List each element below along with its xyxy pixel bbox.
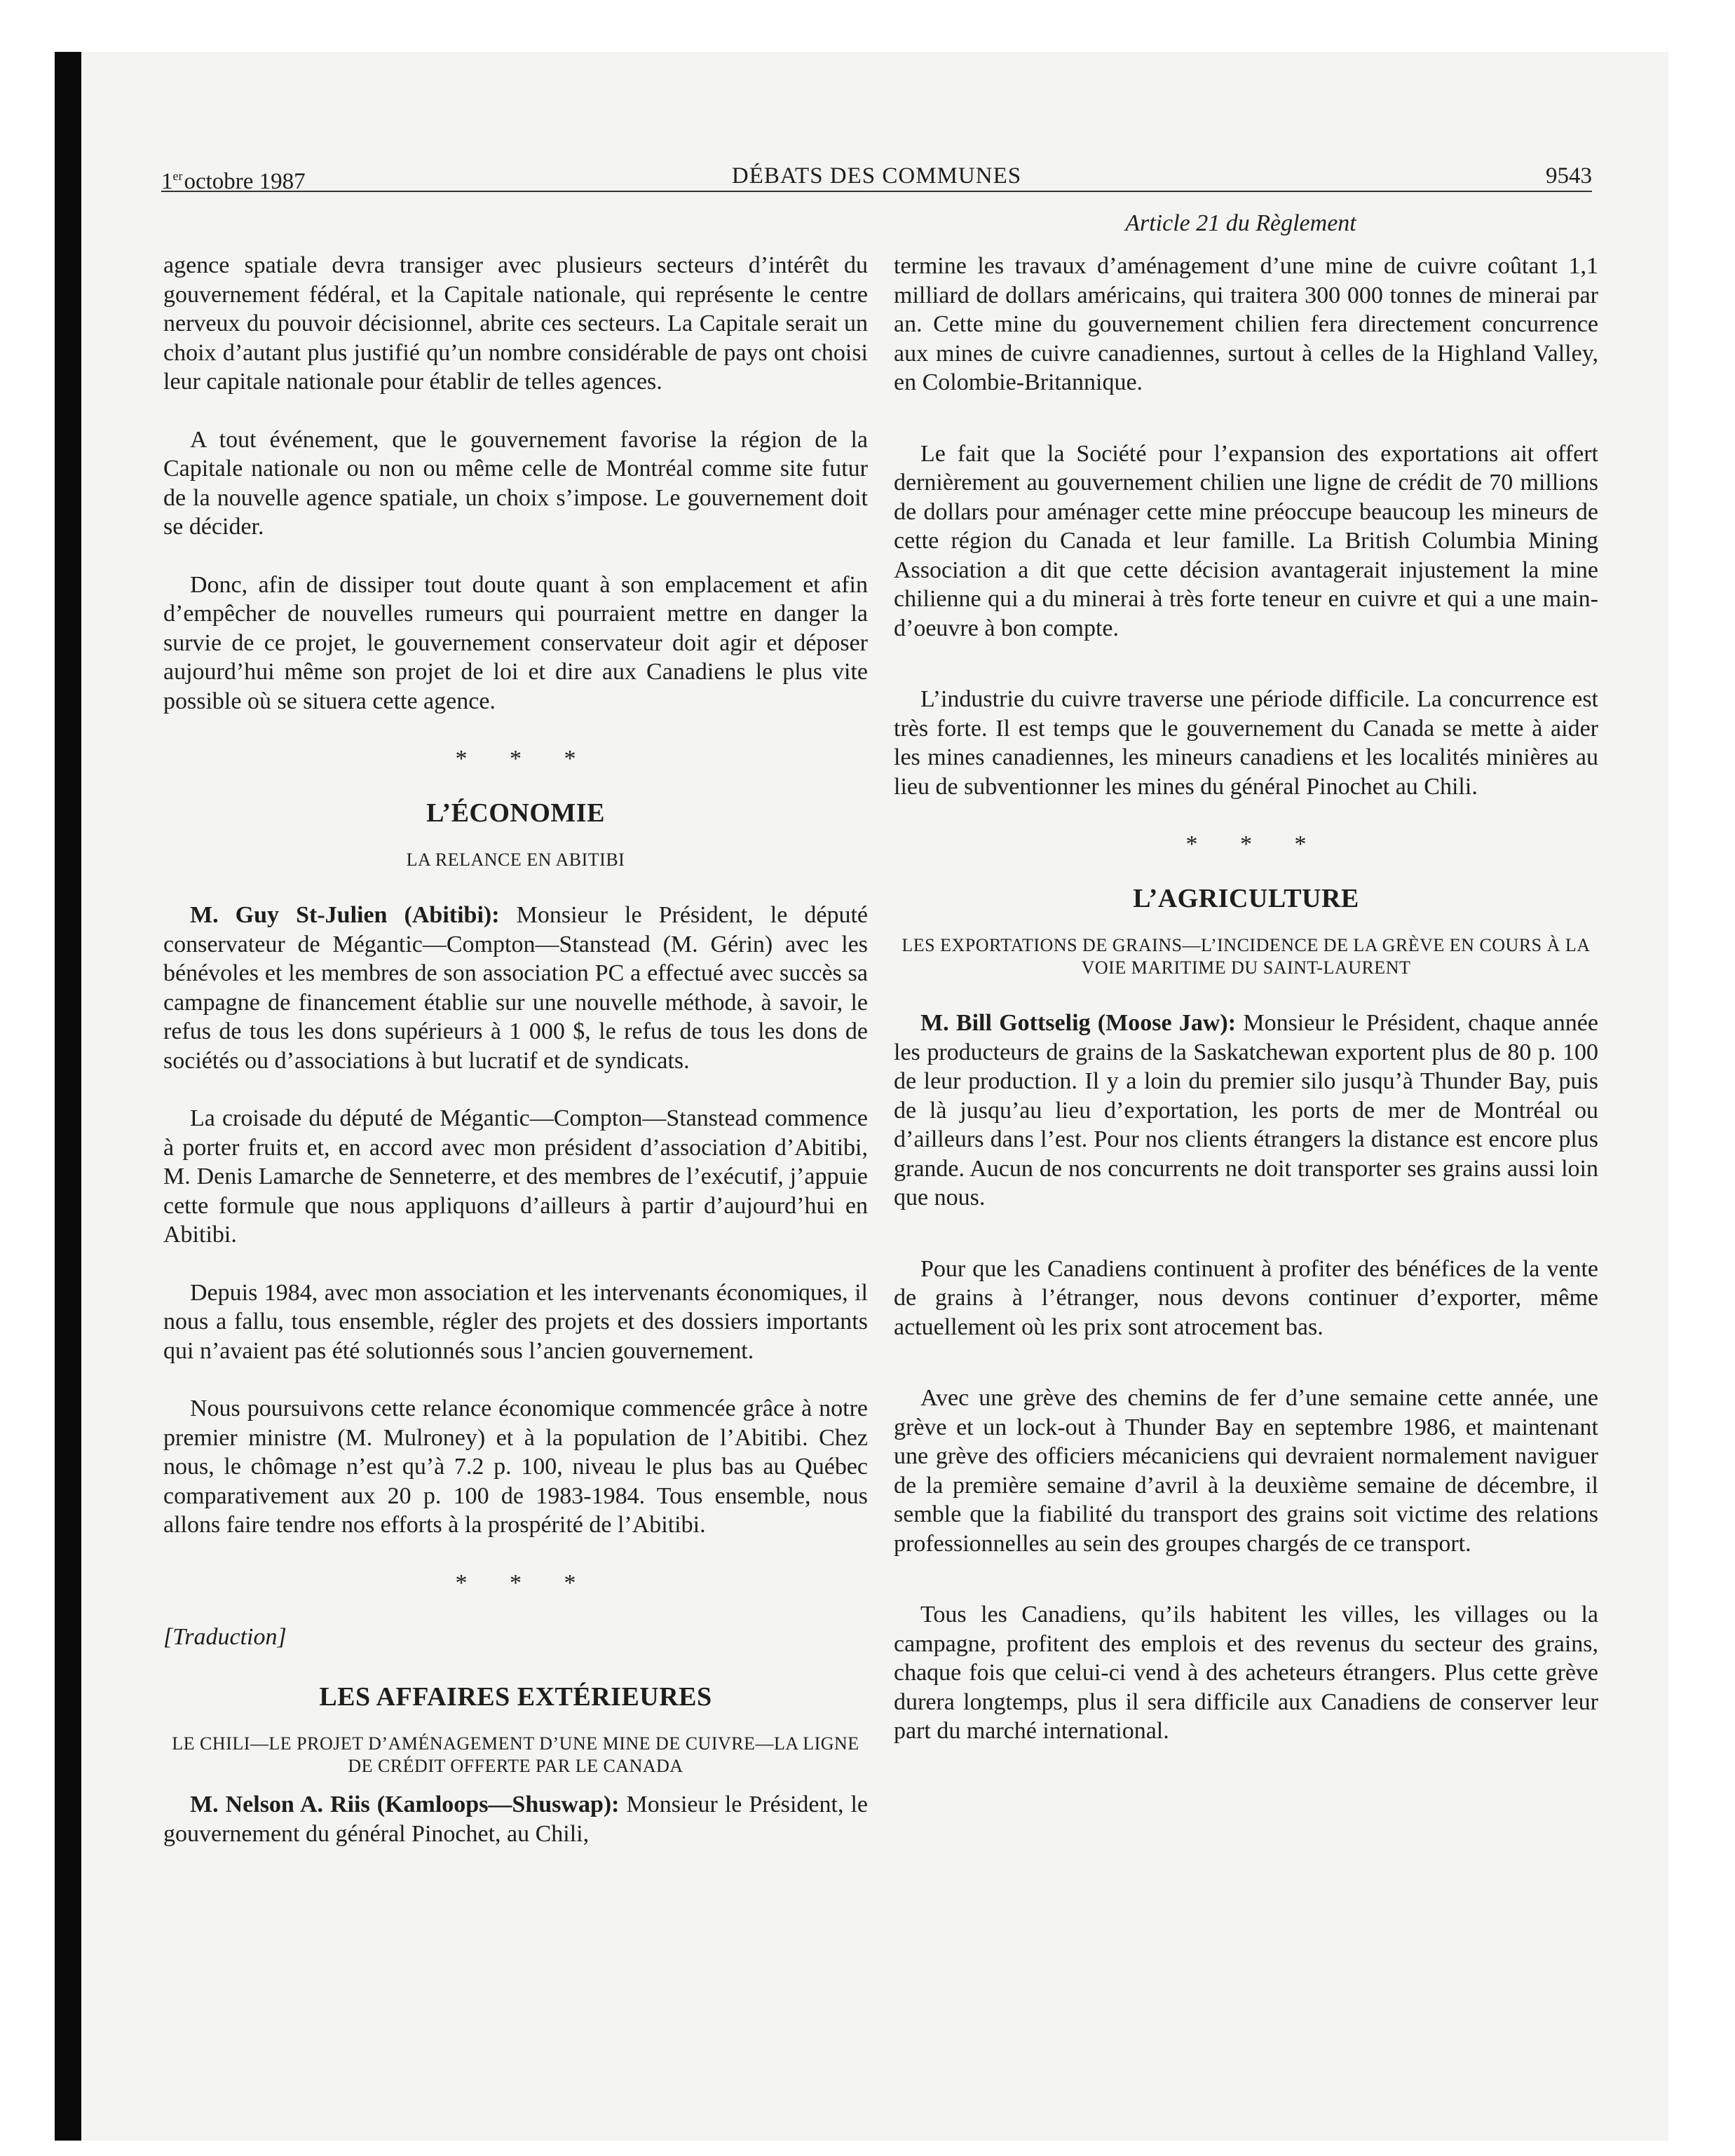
paragraph: agence spatiale devra transiger avec plusieurs secteurs d’intérêt du gouvernement fédéral, et la Capitale nationale, qui représente le centre nerveux du pouvoir décisionnel, abrite ces secteurs. La Capitale serait un choix d’autant plus justifié qu’un nombre considérable de pays ont choisi leur capitale nationale pour établir de telles agences.: [163, 252, 868, 395]
left-column: [163, 251, 868, 1877]
paragraph: La croisade du député de Mégantic—Compton—Stanstead commence à porter fruits et, en accord avec mon président d’association d’Abitibi, M. Denis Lamarche de Senneterre, et des membres de l’exécutif, j’appuie cette formule que nous appliquons d’ailleurs à partir d’aujourd’hui en Abitibi.: [163, 1105, 868, 1248]
paragraph: Pour que les Canadiens continuent à profiter des bénéfices de la vente de grains à l’étranger, nous devons continuer d’exporter, même actuellement où les prix sont atrocement bas.: [894, 1255, 1598, 1340]
section-subtitle: LA RELANCE EN ABITIBI: [406, 850, 625, 870]
paragraph: M. Bill Gottselig (Moose Jaw): Monsieur le Président, chaque année les producteurs de grains de la Saskatchewan exportent plus de 80 p. 100 de leur production. Il y a loin du premier silo jusqu’à Thunder Bay, puis de là jusqu’au lieu d’exportation, les ports de mer de Montréal ou d’ailleurs dans l’est. Pour nos clients étrangers la distance est encore plus grande. Aucun de nos concurrents ne doit transporter ses grains aussi loin que nous.: [894, 1010, 1598, 1210]
right-column: [894, 252, 1598, 1775]
section-separator: * * *: [455, 1569, 594, 1596]
header-rule: [161, 191, 1592, 192]
paragraph: Avec une grève des chemins de fer d’une semaine cette année, une grève et un lock-out à Thunder Bay en septembre 1986, et maintenant une grève des officiers mécaniciens qui devraient normalement naviguer de la première semaine d’avril à la deuxième semaine de décembre, il semble que la fiabilité du transport des grains soit victime des relations professionnelles au sein des groupes chargés de ce transport.: [894, 1385, 1598, 1557]
paragraph: Le fait que la Société pour l’expansion des exportations ait offert dernièrement au gouvernement chilien une ligne de crédit de 70 millions de dollars pour aménager cette mine préoccupe beaucoup les mineurs de cette région du Canada et leur famille. La British Columbia Mining Association a dit que cette décision avantagerait injustement la mine chilienne qui a du minerai à très forte teneur en cuivre et qui a une main-d’oeuvre à bon compte.: [894, 440, 1598, 641]
paragraph: M. Guy St-Julien (Abitibi): Monsieur le Président, le député conservateur de Mégantic—Compton—Stanstead (M. Gérin) avec les bénévoles et les membres de son association PC a effectué avec succès sa campagne de financement établie sur une nouvelle méthode, à savoir, le refus de tous les dons supérieurs à 1 000 $, le refus de tous les dons de sociétés ou d’associations à but lucratif et de syndicats.: [163, 902, 868, 1074]
page-number: 9543: [1546, 163, 1592, 189]
translation-note: [Traduction]: [163, 1624, 287, 1650]
section-subtitle: LE CHILI—LE PROJET D’AMÉNAGEMENT D’UNE MINE DE CUIVRE—LA LIGNE DE CRÉDIT OFFERTE PAR LE CANADA: [172, 1733, 859, 1776]
speaker-name: M. Bill Gottselig (Moose Jaw):: [920, 1010, 1237, 1036]
paragraph: Donc, afin de dissiper tout doute quant à son emplacement et afin d’empêcher de nouvelles rumeurs qui pourraient mettre en danger la survie de ce projet, le gouvernement conservateur doit agir et déposer aujourd’hui même son projet de loi et dire aux Canadiens le plus vite possible où se situera cette agence.: [163, 571, 868, 714]
header-date: 1eroctobre 1987: [161, 169, 306, 194]
section-title: L’ÉCONOMIE: [426, 798, 605, 828]
paragraph: L’industrie du cuivre traverse une période difficile. La concurrence est très forte. Il est temps que le gouvernement du Canada se mette à aider les mines canadiennes, les mineurs canadiens et les localités minières au lieu de subventionner les mines du général Pinochet au Chili.: [894, 686, 1598, 800]
paragraph: Depuis 1984, avec mon association et les intervenants économiques, il nous a fallu, tous ensemble, régler des projets et des dossiers importants qui n’avaient pas été solutionnés sous l’ancien gouvernement.: [163, 1279, 868, 1364]
section-subheader: Article 21 du Règlement: [1125, 210, 1356, 236]
section-separator: * * *: [455, 746, 594, 772]
paragraph: Nous poursuivons cette relance économique commencée grâce à notre premier ministre (M. Mulroney) et à la population de l’Abitibi. Chez nous, le chômage n’est qu’à 7.2 p. 100, niveau le plus bas au Québec comparativement aux 20 p. 100 de 1983-1984. Tous ensemble, nous allons faire tendre nos efforts à la prospérité de l’Abitibi.: [163, 1396, 868, 1538]
section-title: L’AGRICULTURE: [1133, 883, 1359, 913]
section-title: LES AFFAIRES EXTÉRIEURES: [319, 1681, 712, 1712]
header-title: DÉBATS DES COMMUNES: [731, 163, 1022, 189]
paragraph: A tout événement, que le gouvernement favorise la région de la Capitale nationale ou non ou même celle de Montréal comme site futur de la nouvelle agence spatiale, un choix s’impose. Le gouvernement doit se décider.: [163, 426, 868, 540]
section-separator: * * *: [1185, 831, 1325, 857]
binding-edge: [55, 52, 81, 2141]
paragraph: Tous les Canadiens, qu’ils habitent les villes, les villages ou la campagne, profitent des emplois et des revenus du secteur des grains, chaque fois que celui-ci vend à des acheteurs étrangers. Plus cette grève durera longtemps, plus il sera difficile aux Canadiens de conserver leur part du marché international.: [894, 1602, 1598, 1744]
paragraph: termine les travaux d’aménagement d’une mine de cuivre coûtant 1,1 milliard de dollars américains, qui traitera 300 000 tonnes de minerai par an. Cette mine du gouvernement chilien fera directement concurrence aux mines de cuivre canadiennes, surtout à celles de la Highland Valley, en Colombie-Britannique.: [894, 253, 1598, 395]
section-subtitle: LES EXPORTATIONS DE GRAINS—L’INCIDENCE DE LA GRÈVE EN COURS À LA VOIE MARITIME DU SAINT-LAURENT: [901, 935, 1591, 978]
speaker-name: M. Nelson A. Riis (Kamloops—Shuswap):: [190, 1792, 620, 1817]
paragraph: M. Nelson A. Riis (Kamloops—Shuswap): Monsieur le Président, le gouvernement du général Pinochet, au Chili,: [163, 1792, 869, 1847]
speaker-name: M. Guy St-Julien (Abitibi):: [190, 902, 500, 928]
